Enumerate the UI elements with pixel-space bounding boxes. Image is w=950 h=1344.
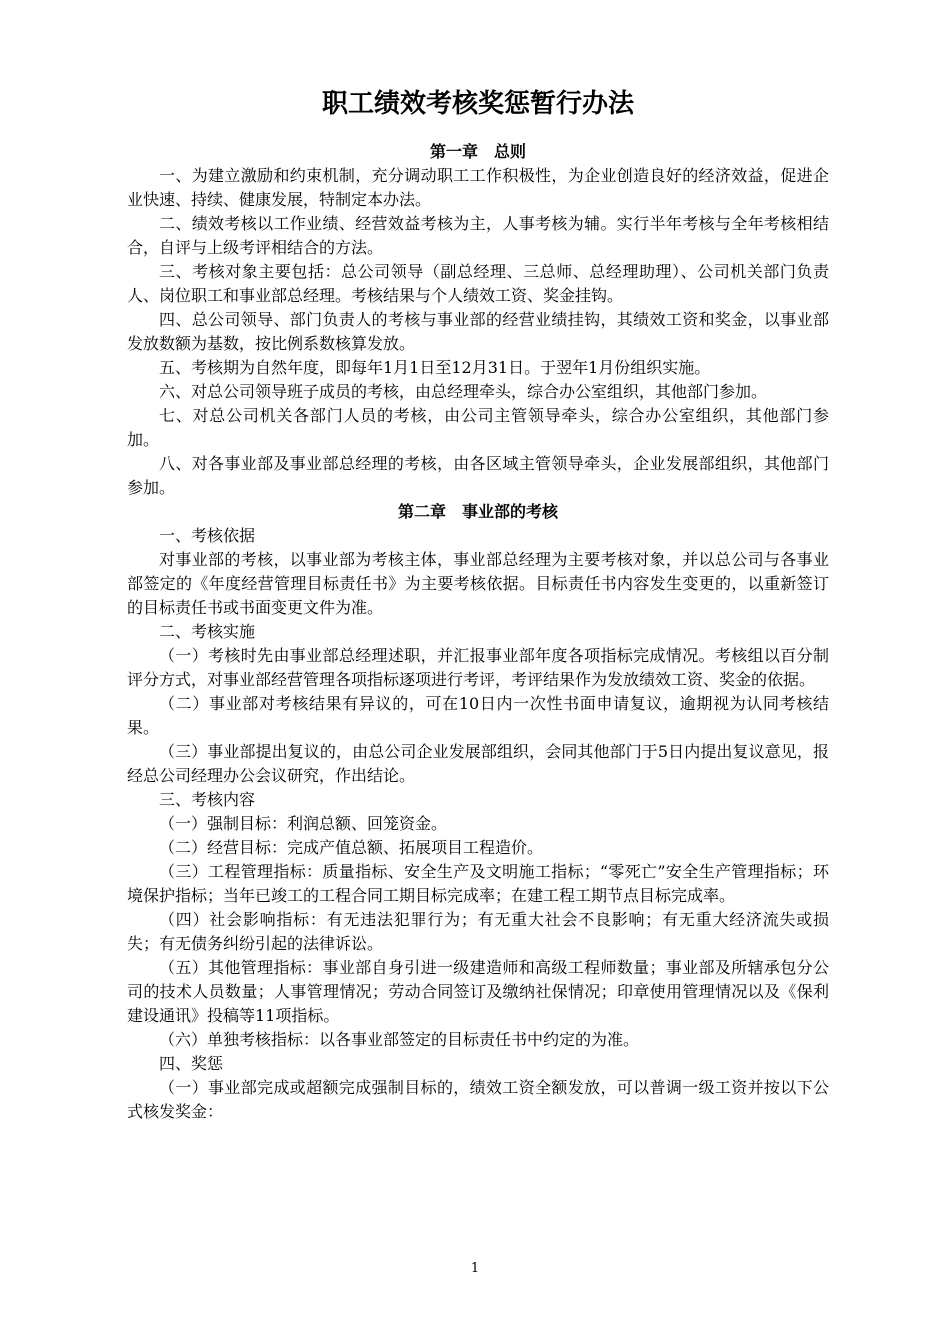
paragraph: （一）考核时先由事业部总经理述职，并汇报事业部年度各项指标完成情况。考核组以百分制评分方式，对事业部经营管理各项指标逐项进行考评，考评结果作为发放绩效工资、奖金的依据。 <box>127 646 829 689</box>
paragraph: （三）工程管理指标：质量指标、安全生产及文明施工指标；“零死亡”安全生产管理指标；环境保护指标；当年已竣工的工程合同工期目标完成率；在建工程工期节点目标完成率。 <box>127 862 829 905</box>
paragraph: （一）强制目标：利润总额、回笼资金。 <box>159 814 448 833</box>
paragraph: 三、考核对象主要包括：总公司领导（副总经理、三总师、总经理助理）、公司机关部门负责人、岗位职工和事业部总经理。考核结果与个人绩效工资、奖金挂钩。 <box>127 262 829 305</box>
paragraph: 四、总公司领导、部门负责人的考核与事业部的经营业绩挂钩，其绩效工资和奖金，以事业部发放数额为基数，按比例系数核算发放。 <box>127 310 829 353</box>
paragraph: 对事业部的考核，以事业部为考核主体，事业部总经理为主要考核对象，并以总公司与各事业部签定的《年度经营管理目标责任书》为主要考核依据。目标责任书内容发生变更的，以重新签订的目标责任书或书面变更文件为准。 <box>127 550 829 617</box>
section-heading: 一、考核依据 <box>159 526 256 545</box>
section-heading: 三、考核内容 <box>159 790 256 809</box>
chapter-1-heading: 第一章 总则 <box>429 142 526 161</box>
paragraph: （五）其他管理指标：事业部自身引进一级建造师和高级工程师数量；事业部及所辖承包分公司的技术人员数量；人事管理情况；劳动合同签订及缴纳社保情况；印章使用管理情况以及《保利建设通讯》投稿等11项指标。 <box>127 958 829 1025</box>
section-heading: 二、考核实施 <box>159 622 256 641</box>
paragraph: （二）事业部对考核结果有异议的，可在10日内一次性书面申请复议，逾期视为认同考核结果。 <box>127 694 829 737</box>
chapter-2-heading: 第二章 事业部的考核 <box>397 502 558 521</box>
paragraph: 七、对总公司机关各部门人员的考核，由公司主管领导牵头，综合办公室组织，其他部门参加。 <box>127 406 829 449</box>
document-body <box>127 84 829 1124</box>
paragraph: 二、绩效考核以工作业绩、经营效益考核为主，人事考核为辅。实行半年考核与全年考核相结合，自评与上级考评相结合的方法。 <box>127 214 829 257</box>
paragraph: 六、对总公司领导班子成员的考核，由总经理牵头，综合办公室组织，其他部门参加。 <box>159 382 768 401</box>
section-heading: 四、奖惩 <box>159 1054 224 1073</box>
paragraph: （四）社会影响指标：有无违法犯罪行为；有无重大社会不良影响；有无重大经济流失或损失；有无债务纠纷引起的法律诉讼。 <box>127 910 829 953</box>
paragraph: （三）事业部提出复议的，由总公司企业发展部组织，会同其他部门于5日内提出复议意见，报经总公司经理办公会议研究，作出结论。 <box>127 742 829 785</box>
paragraph: （二）经营目标：完成产值总额、拓展项目工程造价。 <box>159 838 544 857</box>
document-title: 职工绩效考核奖惩暂行办法 <box>321 89 634 119</box>
paragraph: 八、对各事业部及事业部总经理的考核，由各区域主管领导牵头，企业发展部组织，其他部门参加。 <box>127 454 829 497</box>
paragraph: （一）事业部完成或超额完成强制目标的，绩效工资全额发放，可以普调一级工资并按以下公式核发奖金： <box>127 1078 829 1121</box>
page-number: 1 <box>470 1261 480 1276</box>
paragraph: （六）单独考核指标：以各事业部签定的目标责任书中约定的为准。 <box>159 1030 640 1049</box>
paragraph: 五、考核期为自然年度，即每年1月1日至12月31日。于翌年1月份组织实施。 <box>159 358 711 377</box>
paragraph: 一、为建立激励和约束机制，充分调动职工工作积极性，为企业创造良好的经济效益，促进企业快速、持续、健康发展，特制定本办法。 <box>127 166 829 209</box>
